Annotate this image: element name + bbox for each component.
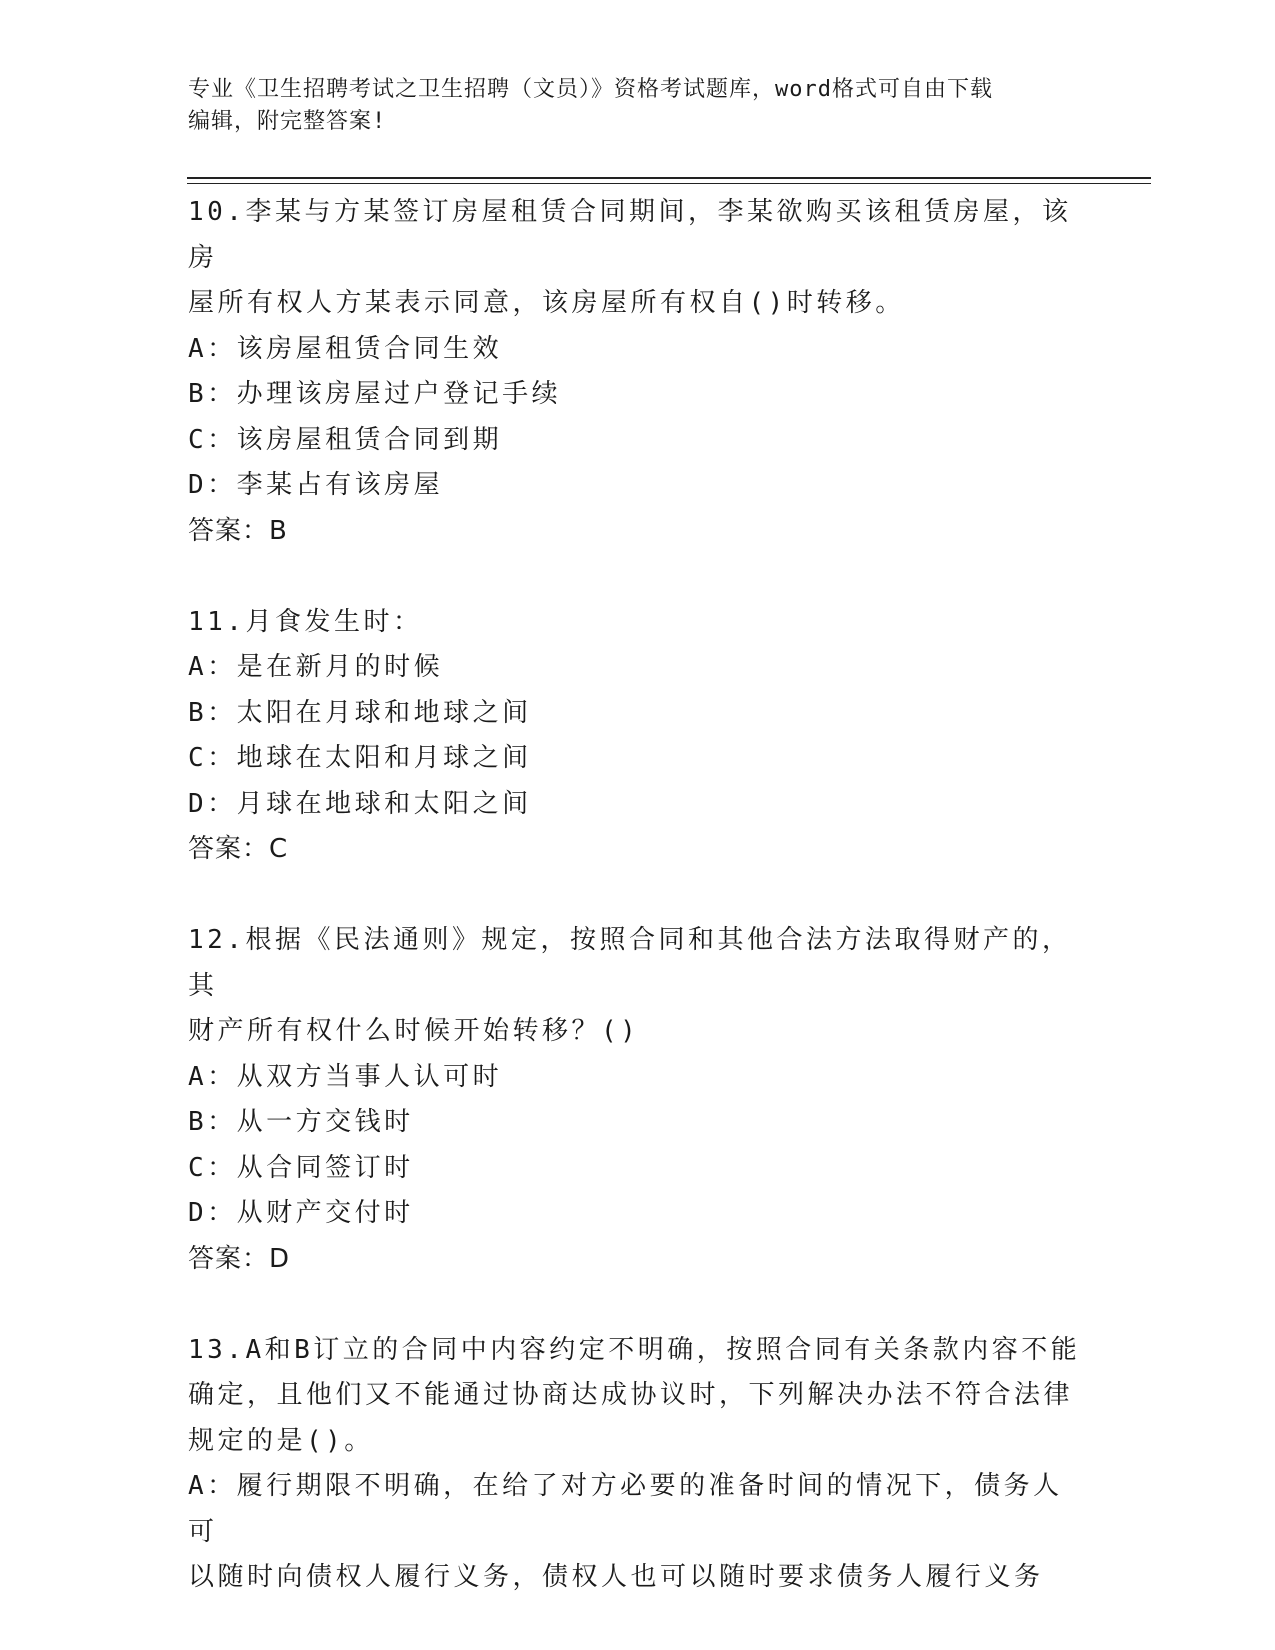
question-list: [188, 190, 1088, 1601]
spacer: [188, 873, 1088, 919]
question-text-line: 财产所有权什么时候开始转移？(): [188, 1016, 640, 1046]
option-d: D：月球在地球和太阳之间: [188, 788, 532, 819]
option-a: A：从双方当事人认可时: [188, 1061, 503, 1092]
option-b: B：太阳在月球和地球之间: [188, 697, 532, 728]
option-d: D：从财产交付时: [188, 1198, 414, 1228]
answer-line: [188, 1237, 1088, 1283]
option-a-continued: 以随时向债权人履行义务，债权人也可以随时要求债务人履行义务: [188, 1562, 1044, 1592]
question-11: [188, 600, 1088, 873]
question-text-line: 屋所有权人方某表示同意，该房屋所有权自()时转移。: [188, 288, 905, 318]
option-c: C：从合同签订时: [188, 1152, 414, 1183]
question-text-line: 11.月食发生时：: [188, 606, 423, 637]
header-divider-thin: [187, 183, 1151, 184]
question-10: [188, 190, 1088, 554]
answer-value: B: [269, 515, 287, 546]
header-line-1: 专业《卫生招聘考试之卫生招聘（文员）》资格考试题库，word格式可自由下载: [188, 77, 993, 102]
document-header: [188, 74, 1088, 138]
question-text-line: 12.根据《民法通则》规定，按照合同和其他合法方法取得财产的，其: [188, 925, 1072, 1001]
question-12: [188, 918, 1088, 1282]
answer-label: 答案：: [188, 834, 270, 864]
option-d: D：李某占有该房屋: [188, 470, 444, 500]
answer-value: D: [269, 1243, 290, 1274]
question-text-line: 确定，且他们又不能通过协商达成协议时，下列解决办法不符合法律: [188, 1380, 1074, 1410]
answer-label: 答案：: [188, 515, 270, 546]
answer-line: [188, 827, 1088, 873]
question-text-line: 规定的是()。: [188, 1425, 374, 1456]
spacer: [188, 554, 1088, 600]
question-text-line: 10.李某与方某签订房屋租赁合同期间，李某欲购买该租赁房屋，该房: [188, 197, 1072, 273]
option-b: B：从一方交钱时: [188, 1107, 414, 1137]
option-a: A：履行期限不明确，在给了对方必要的准备时间的情况下，债务人可: [188, 1471, 1063, 1547]
option-b: B：办理该房屋过户登记手续: [188, 379, 562, 409]
option-a: A：是在新月的时候: [188, 652, 444, 682]
option-c: C：地球在太阳和月球之间: [188, 743, 532, 773]
header-line-2: 编辑，附完整答案!: [188, 109, 387, 134]
option-a: A：该房屋租赁合同生效: [188, 333, 503, 364]
answer-label: 答案：: [188, 1243, 270, 1274]
header-divider-thick: [187, 177, 1151, 179]
question-text-line: 13.A和B订立的合同中内容约定不明确，按照合同有关条款内容不能: [188, 1334, 1081, 1365]
answer-value: C: [269, 834, 288, 864]
option-c: C：该房屋租赁合同到期: [188, 424, 503, 455]
question-13: [188, 1328, 1088, 1601]
spacer: [188, 1282, 1088, 1328]
answer-line: [188, 509, 1088, 555]
